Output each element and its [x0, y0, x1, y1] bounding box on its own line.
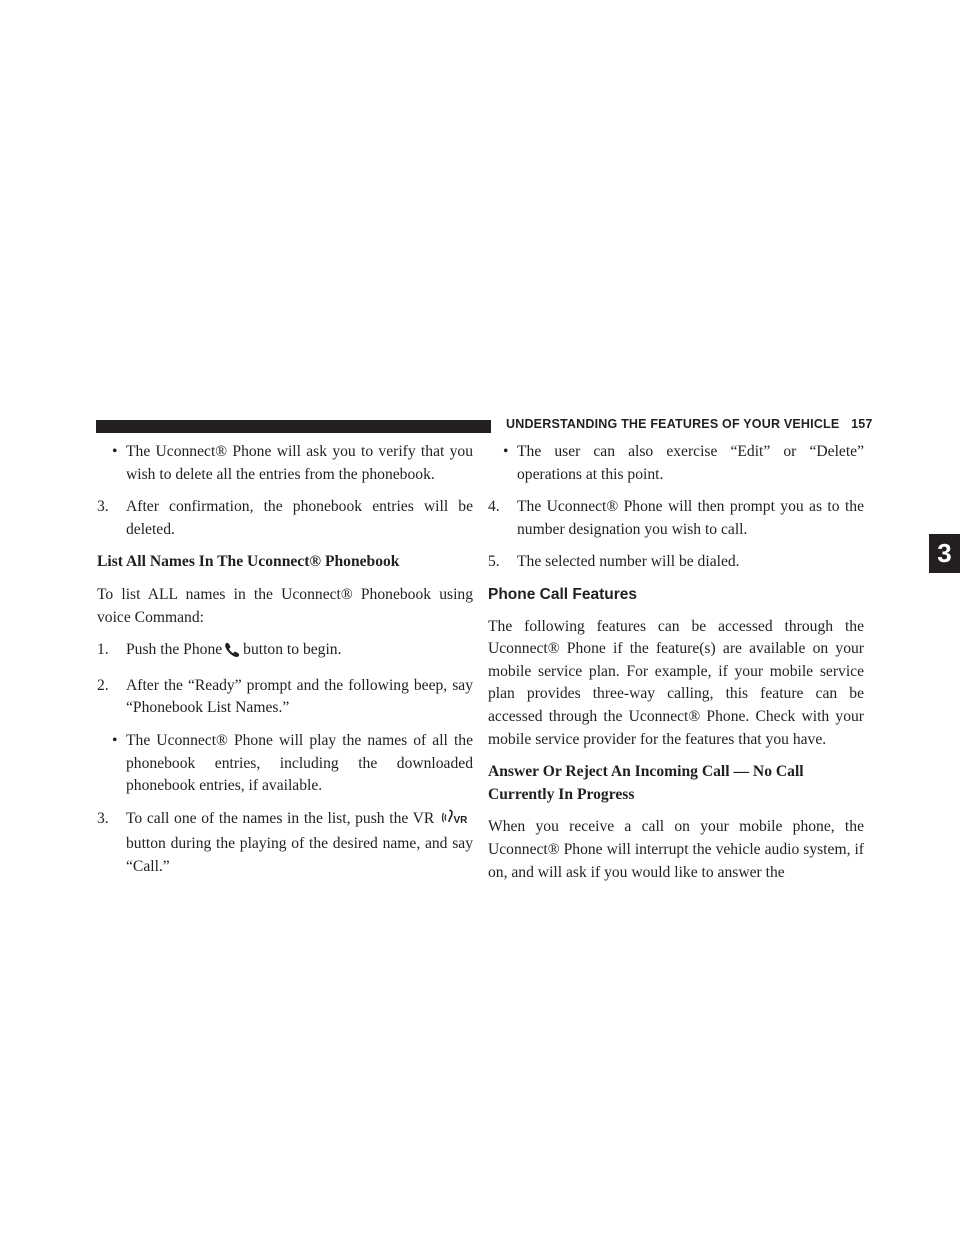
list-item [97, 441, 473, 486]
section-heading: List All Names In The Uconnect® Phonebook [97, 553, 400, 571]
step-3b [97, 808, 473, 879]
bullet-marker: • [503, 443, 509, 460]
step-1 [97, 639, 473, 665]
step-text: To call one of the names in the list, push the VR [126, 809, 435, 827]
step-text: Push the Phone [126, 641, 223, 659]
svg-text:VR: VR [453, 814, 468, 826]
step-text: The selected number will be dialed. [517, 553, 740, 571]
chapter-tab: 3 [929, 534, 960, 573]
bullet-marker: • [112, 443, 118, 460]
step-text: The Uconnect® Phone will then prompt you as to the number designation you wish to call. [517, 498, 864, 538]
step-number: 3. [97, 498, 109, 516]
step-5 [488, 551, 864, 574]
header-rule [96, 420, 491, 433]
bullet-text: The Uconnect® Phone will ask you to verify that you wish to delete all the entries from the phonebook. [126, 443, 473, 483]
step-3 [97, 496, 473, 541]
list-item [97, 730, 473, 798]
page-number: 157 [851, 417, 873, 431]
header-title: UNDERSTANDING THE FEATURES OF YOUR VEHICLE [506, 417, 840, 431]
step-text-cont: button to begin. [243, 641, 342, 659]
step-2 [97, 675, 473, 720]
section-heading: Phone Call Features [488, 585, 638, 603]
step-4 [488, 496, 864, 541]
bullet-text: The user can also exercise “Edit” or “Delete” operations at this point. [517, 443, 864, 483]
right-column [488, 441, 864, 894]
running-header [506, 417, 873, 431]
step-text-cont: button during the playing of the desired name, and say “Call.” [126, 835, 473, 875]
step-number: 3. [97, 809, 109, 827]
phone-icon [224, 642, 241, 665]
bullet-marker: • [112, 731, 118, 749]
left-column [97, 441, 473, 889]
intro-paragraph: To list ALL names in the Uconnect® Phonebook using voice Command: [97, 585, 473, 626]
incoming-call-paragraph: When you receive a call on your mobile phone, the Uconnect® Phone will interrupt the vehicle audio system, if on, and will ask if you would like to answer the [488, 818, 864, 881]
bullet-text: The Uconnect® Phone will play the names of all the phonebook entries, including the downloaded phonebook entries, if available. [126, 731, 473, 795]
step-text: After the “Ready” prompt and the following beep, say “Phonebook List Names.” [126, 676, 473, 717]
step-number: 5. [488, 553, 500, 571]
step-number: 2. [97, 676, 109, 694]
step-number: 1. [97, 641, 109, 659]
features-paragraph: The following features can be accessed through the Uconnect® Phone if the feature(s) are available on your mobile service plan. For example, if your mobile service plan provides three-way calling, this feature can be accessed through the Uconnect® Phone. Check with your mobile service provider for the features that you have. [488, 617, 864, 748]
subsection-heading: Answer Or Reject An Incoming Call — No Call Currently In Progress [488, 763, 804, 803]
voice-recognition-icon [441, 809, 471, 834]
list-item [488, 441, 864, 486]
step-text: After confirmation, the phonebook entries will be deleted. [126, 498, 473, 538]
step-number: 4. [488, 498, 500, 516]
